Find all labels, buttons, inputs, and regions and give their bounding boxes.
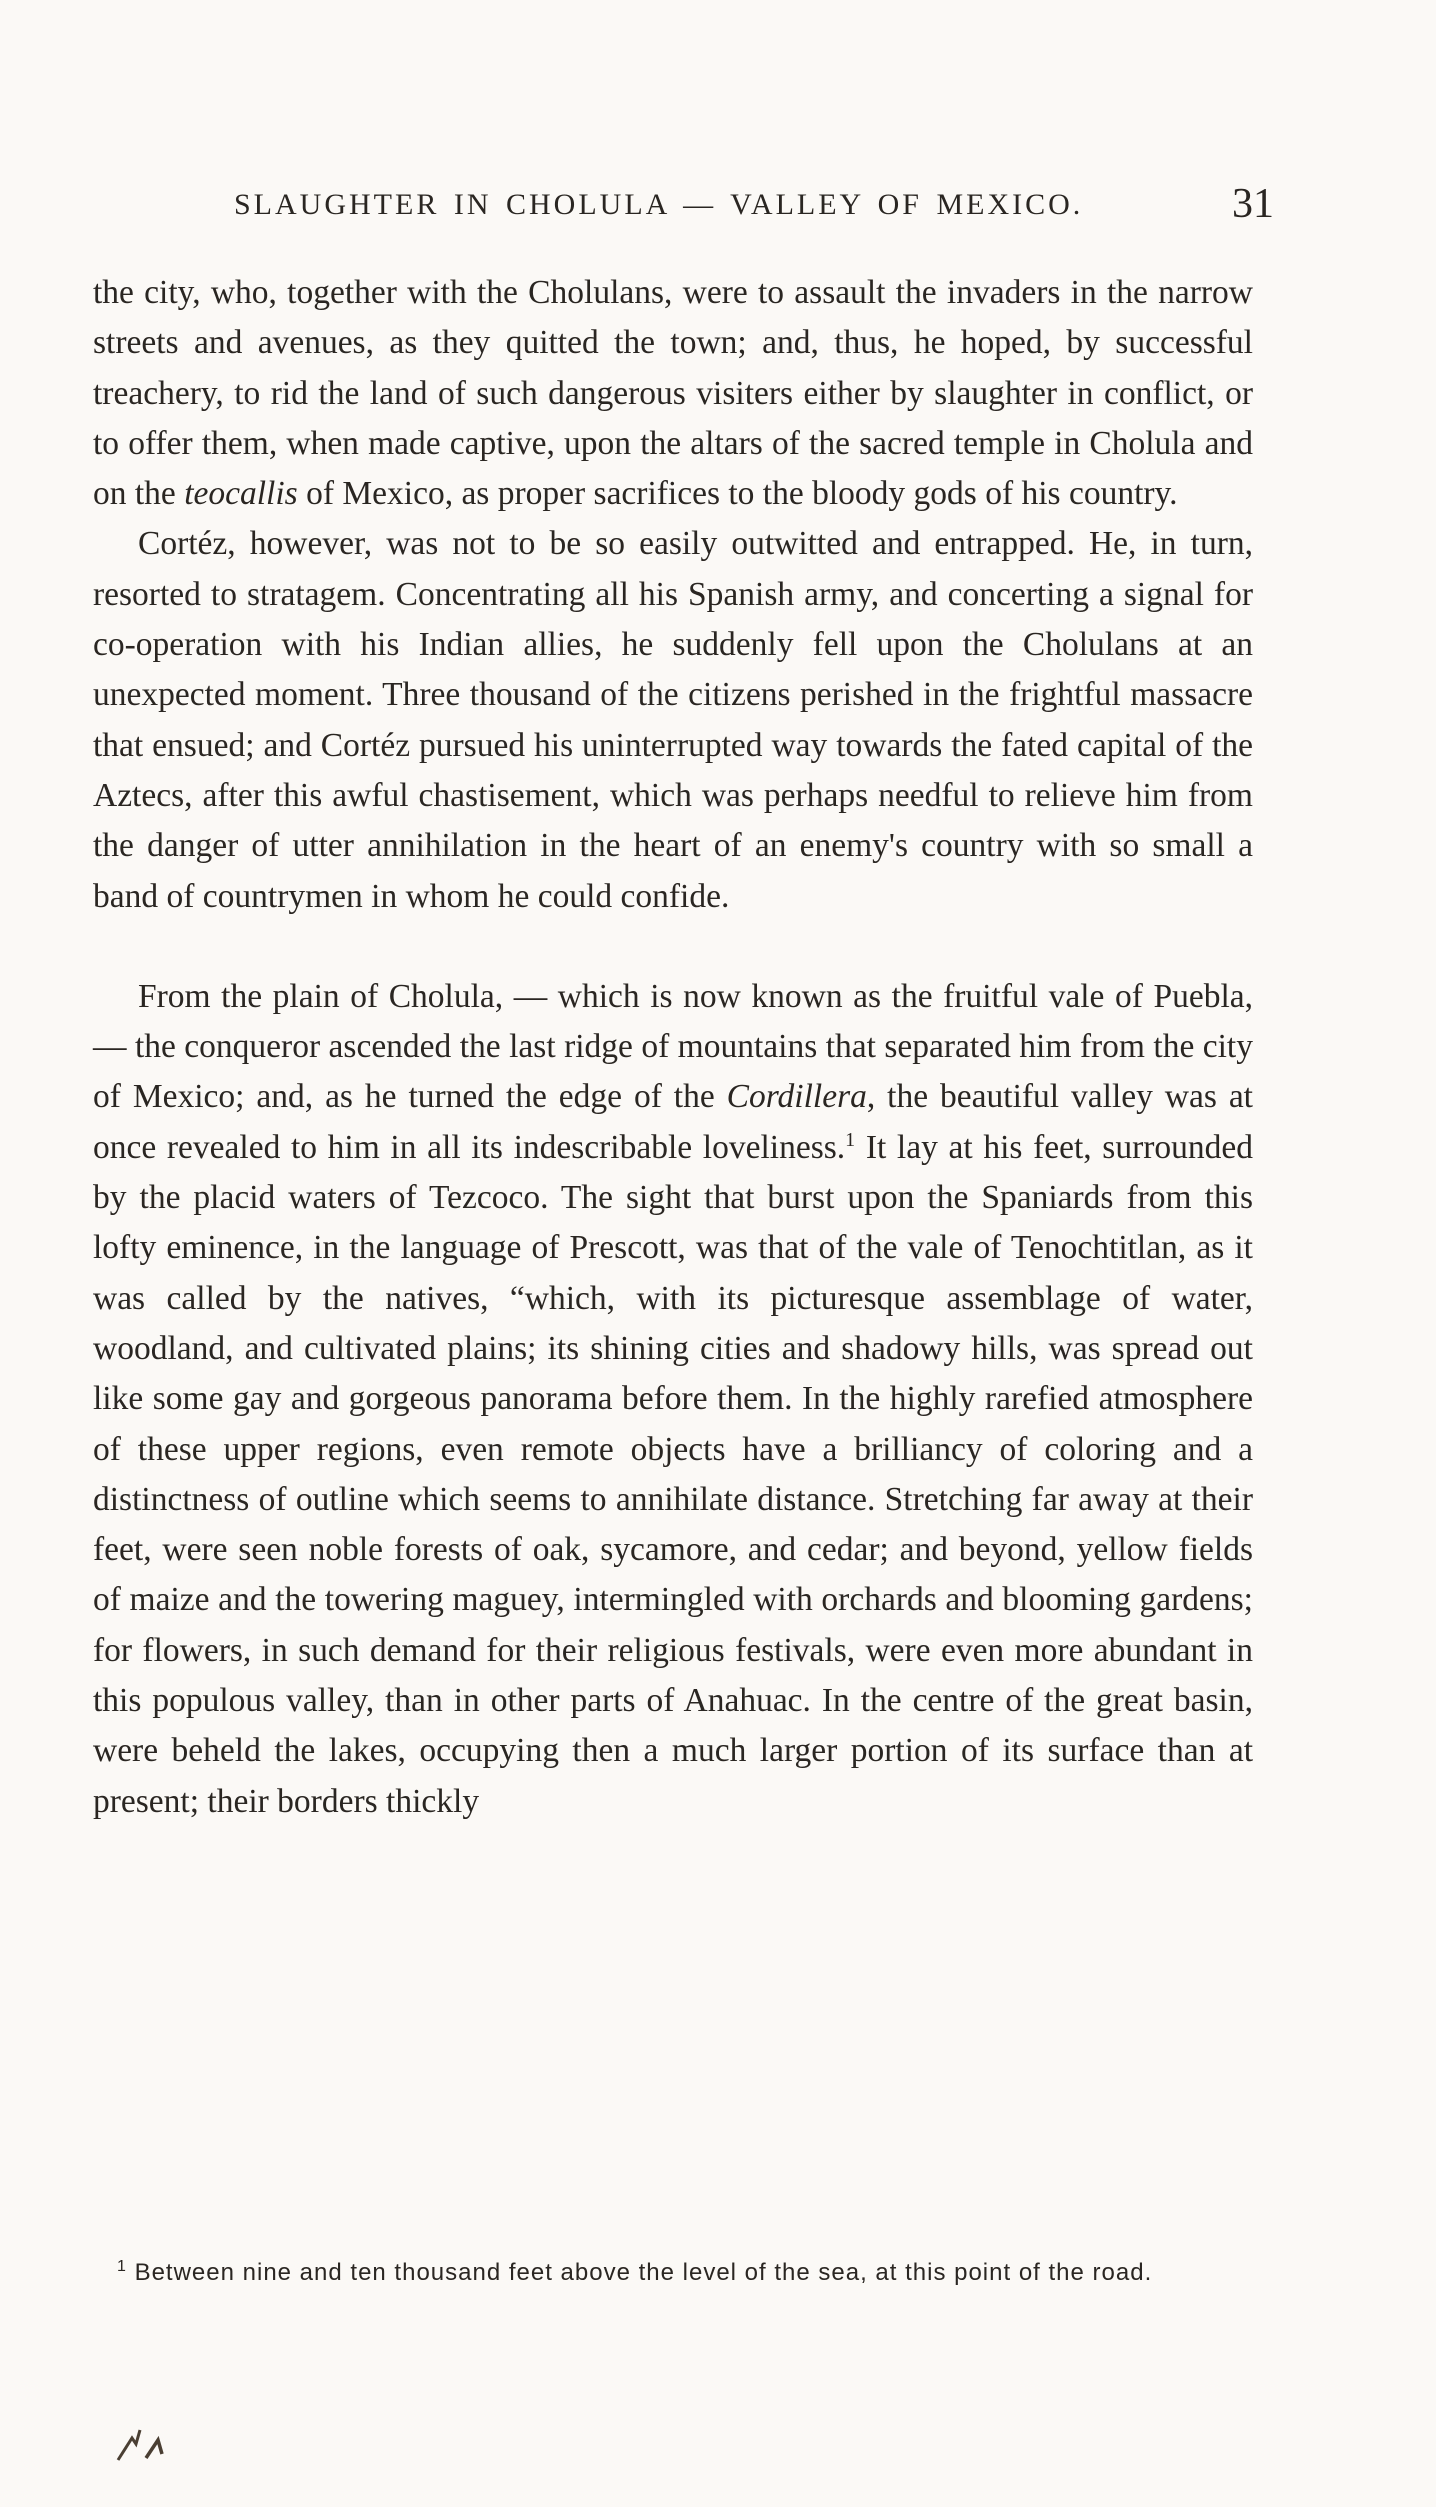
footnote-text: Between nine and ten thousand feet above the level of the sea, at this point of the road. <box>126 2259 1153 2286</box>
paragraph-3: From the plain of Cholula, — which is now known as the fruitful vale of Puebla, — the conqueror ascended the last ridge of mountains that separated him from the city of Mexico; and, as he turned the edge of the Cordillera, the beautiful valley was at once revealed to him in all its indescribable loveliness.$^1$ It lay at his feet, surrounded by the placid waters of Tezcoco. The sight that burst upon the Spaniards from this lofty eminence, in the language of Prescott, was that of the vale of Tenochtitlan, as it was called by the natives, “which, with its picturesque assemblage of water, woodland, and cultivated plains; its shining cities and shadowy hills, was spread out like some gay and gorgeous panorama before them. In the highly rarefied atmosphere of these upper regions, even remote objects have a brilliancy of coloring and a distinctness of outline which seems to annihilate distance. Stretching far away at their feet, were seen noble forests of oak, sycamore, and cedar; and beyond, yellow fields of maize and the towering maguey, intermingled with orchards and blooming gardens; for flowers, in such demand for their religious festivals, were even more abundant in this populous valley, than in other parts of Anahuac. In the centre of the great basin, were beheld the lakes, occupying then a much larger portion of its surface than at present; their borders thickly <box>93 977 1254 1820</box>
body-text <box>93 268 1253 1827</box>
footnote <box>93 2255 1253 2291</box>
paragraph-2: Cortéz, however, was not to be so easily outwitted and entrapped. He, in turn, resorted to stratagem. Concentrating all his Spanish army, and concerting a signal for co-operation with his Indian allies, he suddenly fell upon the Cholulans at an unexpected moment. Three thousand of the citizens perished in the frightful massacre that ensued; and Cortéz pursued his uninterrupted way towards the fated capital of the Aztecs, after this awful chastisement, which was perhaps needful to relieve him from the danger of utter annihilation in the heart of an enemy's country with so small a band of countrymen in whom he could confide. <box>93 525 1253 915</box>
ink-mark-icon <box>110 2420 190 2470</box>
running-head: SLAUGHTER IN CHOLULA — VALLEY OF MEXICO. <box>234 188 1084 221</box>
footnote-ref[interactable]: 1 <box>845 1128 856 1151</box>
paragraph-1: the city, who, together with the Cholulans, were to assault the invaders in the narrow streets and avenues, as they quitted the town; and, thus, he hoped, by successful treachery, to rid the land of such dangerous visiters either by slaughter in conflict, or to offer them, when made captive, upon the altars of the sacred temple in Cholula and on the teocallis of Mexico, as proper sacrifices to the bloody gods of his country. <box>93 274 1253 513</box>
italic-term: Cordillera <box>726 1078 867 1116</box>
italic-term: teocallis <box>184 475 298 513</box>
footnote-marker: 1 <box>117 2258 127 2275</box>
page-number: 31 <box>1232 181 1274 227</box>
page-header <box>234 180 1274 240</box>
